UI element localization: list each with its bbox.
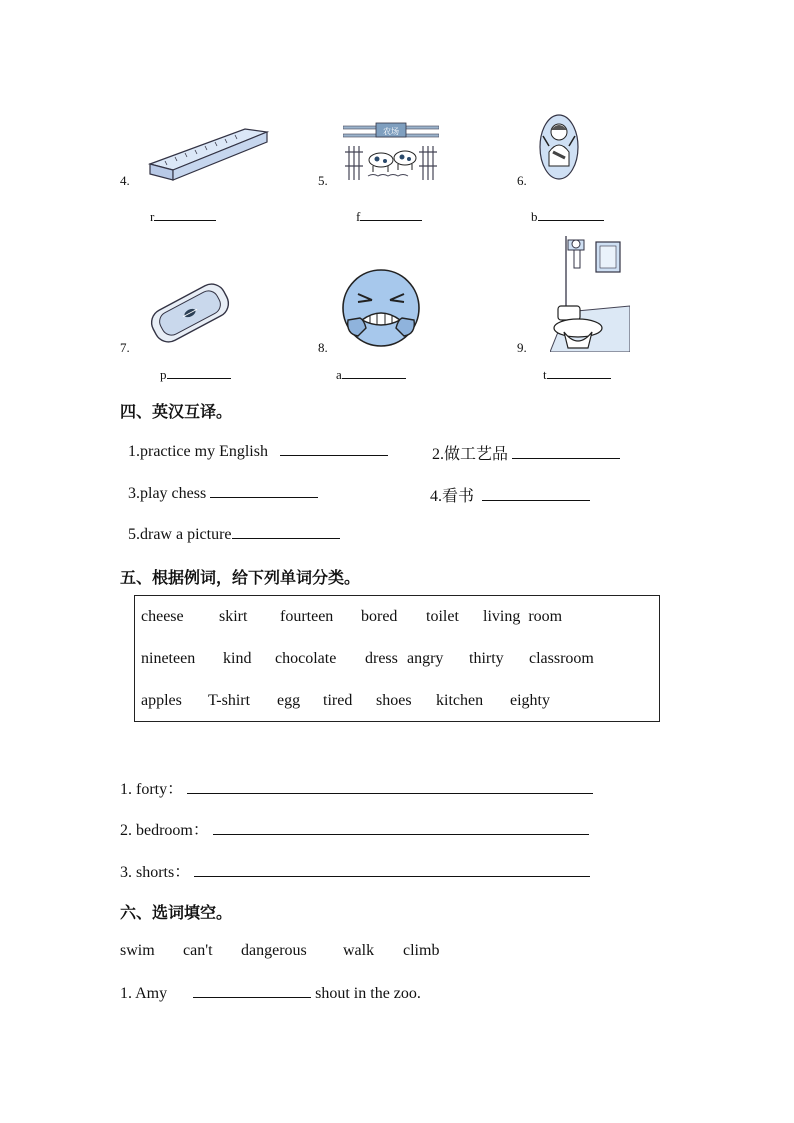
word: thirty [469, 650, 504, 667]
translation-item [128, 483, 318, 503]
word: skirt [219, 608, 248, 625]
answer-blank[interactable] [210, 483, 318, 498]
translation-item [430, 483, 590, 506]
answer-blank[interactable] [194, 862, 590, 877]
word-box [134, 595, 660, 722]
word-bank-item: dangerous [241, 942, 307, 959]
word-bank [120, 942, 520, 962]
picture-hint [160, 366, 231, 383]
word: shoes [376, 692, 412, 709]
word: eighty [510, 692, 550, 709]
question-end: shout in the zoo. [315, 985, 421, 1002]
word: bored [361, 608, 398, 625]
category-example: 1. forty： [120, 781, 184, 798]
picture-hint [543, 366, 611, 383]
translation-item [128, 524, 340, 544]
toilet-picture [550, 236, 630, 352]
boy-in-mirror-picture [537, 112, 581, 182]
hint-letter: p [160, 367, 167, 382]
picture-number: 8. [318, 340, 328, 355]
category-example: 3. shorts： [120, 864, 191, 881]
item-text: 1.practice my English [128, 443, 268, 460]
word: dress [365, 650, 398, 667]
category-line [120, 817, 589, 840]
translation-item [128, 441, 388, 461]
section6-title: 六、选词填空。 [120, 903, 233, 922]
category-example: 2. bedroom： [120, 822, 209, 839]
word: toilet [426, 608, 459, 625]
section5-title: 五、根据例词，给下列单词分类。 [120, 568, 361, 587]
word: egg [277, 692, 301, 709]
hint-letter: t [543, 367, 547, 382]
picture-hint [336, 366, 406, 383]
svg-text:农场: 农场 [383, 127, 399, 136]
word: fourteen [280, 608, 334, 625]
answer-blank[interactable] [167, 366, 231, 379]
answer-blank[interactable] [213, 820, 589, 835]
picture-number: 6. [517, 173, 527, 188]
word: chocolate [275, 650, 337, 667]
farm-picture [343, 122, 439, 184]
word-bank-item: climb [403, 942, 440, 959]
picture-hint [531, 208, 604, 225]
ruler-picture [145, 124, 270, 188]
answer-blank[interactable] [232, 524, 340, 539]
answer-blank[interactable] [512, 444, 620, 459]
answer-blank[interactable] [482, 486, 590, 501]
word-bank-item: can't [183, 942, 213, 959]
word-bank-item: swim [120, 942, 155, 959]
hint-letter: r [150, 209, 155, 224]
word: angry [407, 650, 444, 667]
word: living room [483, 608, 563, 625]
hint-letter: a [336, 367, 342, 382]
hint-letter: b [531, 209, 538, 224]
section4-title: 四、英汉互译。 [120, 402, 233, 421]
answer-blank[interactable] [547, 366, 611, 379]
plate-picture [142, 278, 238, 348]
picture-number: 7. [120, 340, 130, 355]
question-start: 1. Amy [120, 985, 168, 1002]
word: kind [223, 650, 252, 667]
word: kitchen [436, 692, 484, 709]
item-text: 2.做工艺品 [432, 446, 509, 463]
hint-letter: f [356, 209, 361, 224]
picture-number: 9. [517, 340, 527, 355]
word: cheese [141, 608, 184, 625]
word-bank-item: walk [343, 942, 375, 959]
answer-blank[interactable] [342, 366, 406, 379]
item-text: 3.play chess [128, 485, 207, 502]
translation-item [432, 441, 620, 464]
item-text: 5.draw a picture [128, 526, 232, 543]
answer-blank[interactable] [187, 779, 593, 794]
word: apples [141, 692, 182, 709]
picture-number: 4. [120, 173, 130, 188]
answer-blank[interactable] [360, 208, 422, 221]
answer-blank[interactable] [538, 208, 604, 221]
category-line [120, 859, 590, 882]
answer-blank[interactable] [280, 441, 388, 456]
category-line [120, 776, 593, 799]
picture-hint [356, 208, 422, 225]
answer-blank[interactable] [193, 983, 311, 998]
word: T-shirt [208, 692, 251, 709]
item-text: 4.看书 [430, 488, 475, 505]
answer-blank[interactable] [154, 208, 216, 221]
fill-blank-question [120, 983, 421, 1003]
word: tired [323, 692, 353, 709]
word: nineteen [141, 650, 196, 667]
angry-face-picture [340, 268, 422, 350]
picture-hint [150, 208, 216, 225]
word: classroom [529, 650, 594, 667]
picture-number: 5. [318, 173, 328, 188]
